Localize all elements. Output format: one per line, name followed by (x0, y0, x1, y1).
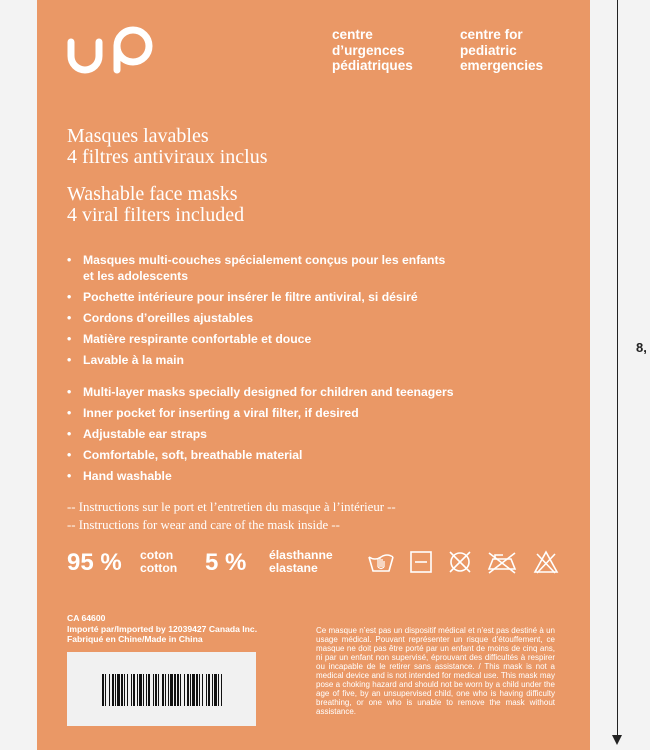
cotton-label: coton cotton (140, 548, 178, 575)
up-logo (65, 12, 175, 76)
list-item: • Cordons d’oreilles ajustables (67, 311, 253, 325)
hand-wash-icon (367, 549, 395, 575)
warning-text: Ce masque n’est pas un dispositif médical et n’est pas destiné à un usage médical. Pouvant représenter un risque d’étouffement, ce masque ne doit pas être porté par un enfant de moins de cinq ans, ni par un enfant non supervisé, éprouvant des difficultés à respirer ou incapable de le retirer sans assistance. / This mask is not a medical device and is not intended for medical use. This mask may pose a choking hazard and should not be worn by a child under the age of five, by an unsupervised child, one who is having difficulty breathing, or one who is unable to remove the mask without assistance. (316, 626, 555, 716)
package-front (37, 0, 590, 750)
do-not-bleach-icon (533, 549, 559, 575)
do-not-iron-icon (485, 549, 519, 575)
list-item: • Multi-layer masks specially designed for children and teenagers (67, 385, 454, 399)
brand-name-en: centre for pediatric emergencies (460, 27, 544, 73)
list-item: • Inner pocket for inserting a viral filter, if desired (67, 406, 359, 420)
features-list-en (67, 384, 454, 489)
list-item: • Masques multi-couches spécialement conçus pour les enfants et les adolescents (67, 253, 446, 283)
do-not-dry-clean-icon (447, 549, 473, 575)
arrow-down-icon (612, 735, 622, 745)
barcode-box (67, 652, 256, 726)
cotton-percent: 95 % (67, 549, 122, 576)
tumble-dry-icon (409, 549, 433, 575)
dimension-line (617, 0, 618, 742)
dimension-label: 8, (636, 340, 647, 355)
title-fr: Masques lavables 4 filtres antiviraux inclus (67, 125, 268, 168)
elastane-label: élasthanne elastane (269, 548, 333, 575)
list-item: • Lavable à la main (67, 353, 184, 367)
list-item: • Matière respirante confortable et douce (67, 332, 312, 346)
features-list-fr (67, 252, 445, 373)
list-item: • Comfortable, soft, breathable material (67, 448, 303, 462)
list-item: • Hand washable (67, 469, 172, 483)
brand-name-fr: centre d’urgences pédiatriques (332, 27, 413, 73)
list-item: • Pochette intérieure pour insérer le filtre antiviral, si désiré (67, 290, 418, 304)
barcode (67, 652, 256, 726)
list-item: • Adjustable ear straps (67, 427, 207, 441)
elastane-percent: 5 % (205, 549, 247, 576)
legal-info: CA 64600 Importé par/Imported by 12039427 Canada Inc. Fabriqué en Chine/Made in China (67, 613, 258, 644)
title-en: Washable face masks 4 viral filters included (67, 183, 245, 226)
instructions-en: -- Instructions for wear and care of the mask inside -- (67, 518, 340, 532)
instructions-fr: -- Instructions sur le port et l’entretien du masque à l’intérieur -- (67, 500, 396, 514)
